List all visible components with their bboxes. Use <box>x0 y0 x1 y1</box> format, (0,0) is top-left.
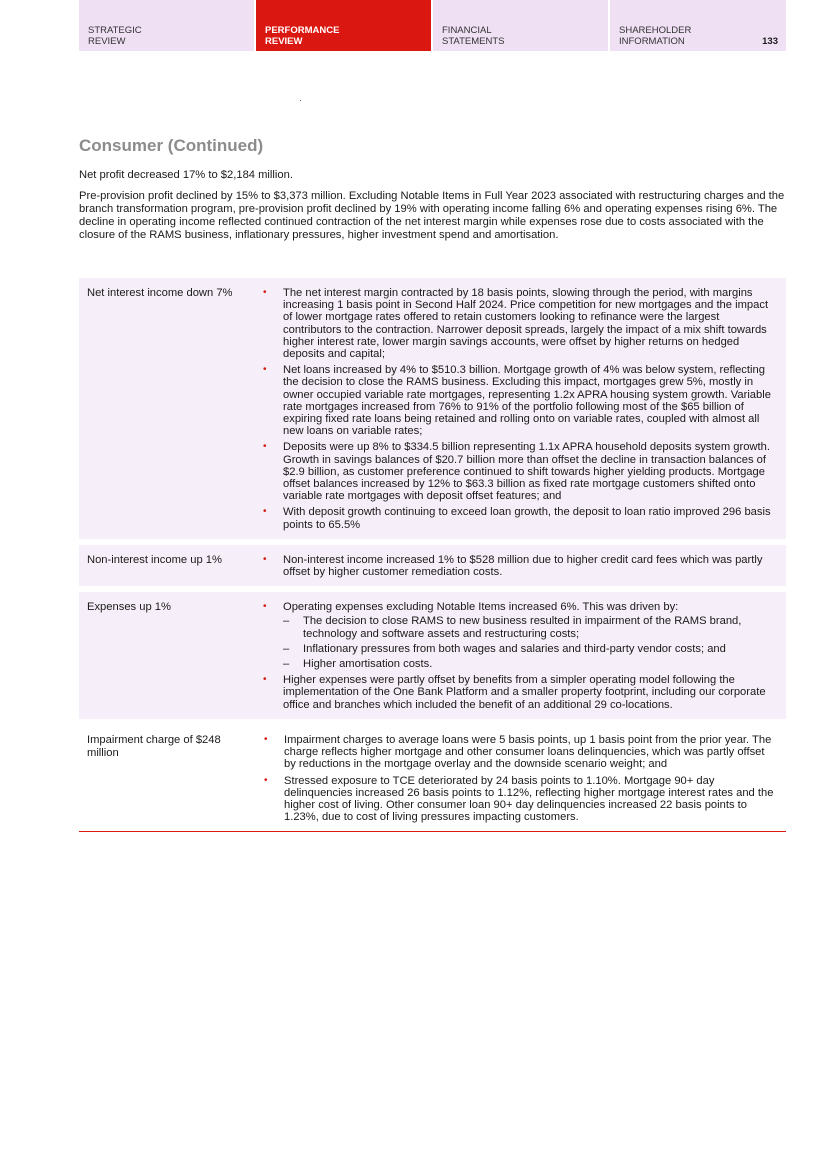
row-label: Expenses up 1% <box>87 601 171 614</box>
intro-paragraph: Net profit decreased 17% to $2,184 million. <box>79 169 293 181</box>
intro-text <box>79 169 787 250</box>
list-item: • Stressed exposure to TCE deteriorated by 24 basis points to 1.10%. Mortgage 90+ day delinquencies increased 26 basis points to 1.12%, reflecting higher mortgage interest rates and the higher cost of living. Other consumer loan 90+ day delinquencies increased 22 basis points to 1.23%, due to cost of living pressures impacting customers. <box>256 775 776 824</box>
sub-list <box>283 615 776 670</box>
row-label: Net interest income down 7% <box>87 287 233 299</box>
row-body <box>255 592 786 719</box>
list-item: • Higher expenses were partly offset by benefits from a simpler operating model following the implementation of the One Bank Platform and a smaller property footprint, including our corporate office and branches which included the benefit of an additional 29 co-locations. <box>255 674 776 711</box>
list-item: • The net interest margin contracted by 18 basis points, slowing through the period, with margins increasing 1 basis point in Second Half 2024. Price competition for new mortgages and the impact of lower mortgage rates offered to retain customers looking to refinance were the largest contributors to the contraction. Narrower deposit spreads, largely the impact of a mix shift towards higher interest rate, lower margin savings accounts, were offset by higher returns on hedged deposits and capital; <box>255 287 776 360</box>
row-body <box>255 545 786 586</box>
tab-label-line2: REVIEW <box>265 35 303 47</box>
row-body <box>255 725 786 831</box>
tab-shareholder-information[interactable] <box>610 0 786 51</box>
list-item: • Net loans increased by 4% to $510.3 billion. Mortgage growth of 4% was below system, reflecting the decision to close the RAMS business. Excluding this impact, mortgages grew 5%, mostly in owner occupied variable rate mortgages, representing 1.2x APRA housing system growth. Variable rate mortgages increased from 76% to 91% of the portfolio following most of the $65 billion of expiring fixed rate loans being retained and rolling onto on variable rates, coupled with almost all new loans on variable rates; <box>255 364 776 437</box>
sub-list-item: – The decision to close RAMS to new business resulted in impairment of the RAMS brand, technology and software assets and restructuring costs; <box>283 615 776 639</box>
performance-table <box>79 278 786 832</box>
tab-label-line2: STATEMENTS <box>442 35 505 47</box>
sub-list-item: – Inflationary pressures from both wages and salaries and third-party vendor costs; and <box>283 643 776 655</box>
tab-financial-statements[interactable] <box>433 0 608 51</box>
tab-label-line1: PERFORMANCE <box>265 25 340 36</box>
stray-mark <box>300 100 301 101</box>
row-body <box>255 278 786 539</box>
bullet-list <box>255 554 776 578</box>
bullet-list <box>255 287 776 531</box>
bullet-list <box>256 734 776 823</box>
list-item-text: Operating expenses excluding Notable Items increased 6%. This was driven by: <box>283 601 679 614</box>
sub-list-item: – Higher amortisation costs. <box>283 658 776 670</box>
tab-label-line1: SHAREHOLDER <box>619 25 692 36</box>
list-item <box>255 601 776 670</box>
list-item: • Impairment charges to average loans were 5 basis points, up 1 basis point from the prior year. The charge reflects higher mortgage and other consumer loans delinquencies, which was partly offset by reductions in the mortgage overlay and the downside scenario weight; and <box>256 734 776 771</box>
intro-paragraph: Pre-provision profit declined by 15% to $3,373 million. Excluding Notable Items in Full Year 2023 associated with restructuring charges and the branch transformation program, pre-provision profit declined by 19% with operating income falling 6% and operating expenses rising 6%. The decline in operating income reflected continued contraction of the net interest margin while expenses rose due to costs associated with the closure of the RAMS business, inflationary pressures, higher investment spend and amortisation. <box>79 190 785 241</box>
table-row <box>79 278 786 539</box>
bullet-list <box>255 601 776 711</box>
tab-strategic-review[interactable] <box>79 0 254 51</box>
tab-label-line1: FINANCIAL <box>442 25 492 36</box>
row-label: Non-interest income up 1% <box>87 553 222 566</box>
tab-label-line2: REVIEW <box>88 35 126 47</box>
tab-performance-review[interactable] <box>256 0 431 51</box>
page-title: Consumer (Continued) <box>79 136 264 155</box>
tab-label-line2: INFORMATION <box>619 35 685 47</box>
table-row <box>79 725 786 832</box>
list-item: • With deposit growth continuing to exceed loan growth, the deposit to loan ratio improved 296 basis points to 65.5% <box>255 506 776 530</box>
row-label: Impairment charge of $248 million <box>87 733 221 759</box>
table-row <box>79 592 786 719</box>
tab-label-line1: STRATEGIC <box>88 25 142 36</box>
page-number: 133 <box>762 36 778 47</box>
list-item: • Non-interest income increased 1% to $528 million due to higher credit card fees which was partly offset by higher customer remediation costs. <box>255 554 776 578</box>
list-item: • Deposits were up 8% to $334.5 billion representing 1.1x APRA household deposits system growth. Growth in savings balances of $20.7 billion more than offset the decline in transaction balances of $2.9 billion, as customer preference continued to shift towards higher yielding products. Mortgage offset balances increased by 12% to $63.3 billion as fixed rate mortgage customers shifted onto variable rate mortgages with deposit offset features; and <box>255 441 776 502</box>
table-row <box>79 545 786 586</box>
section-navigation <box>79 0 786 51</box>
